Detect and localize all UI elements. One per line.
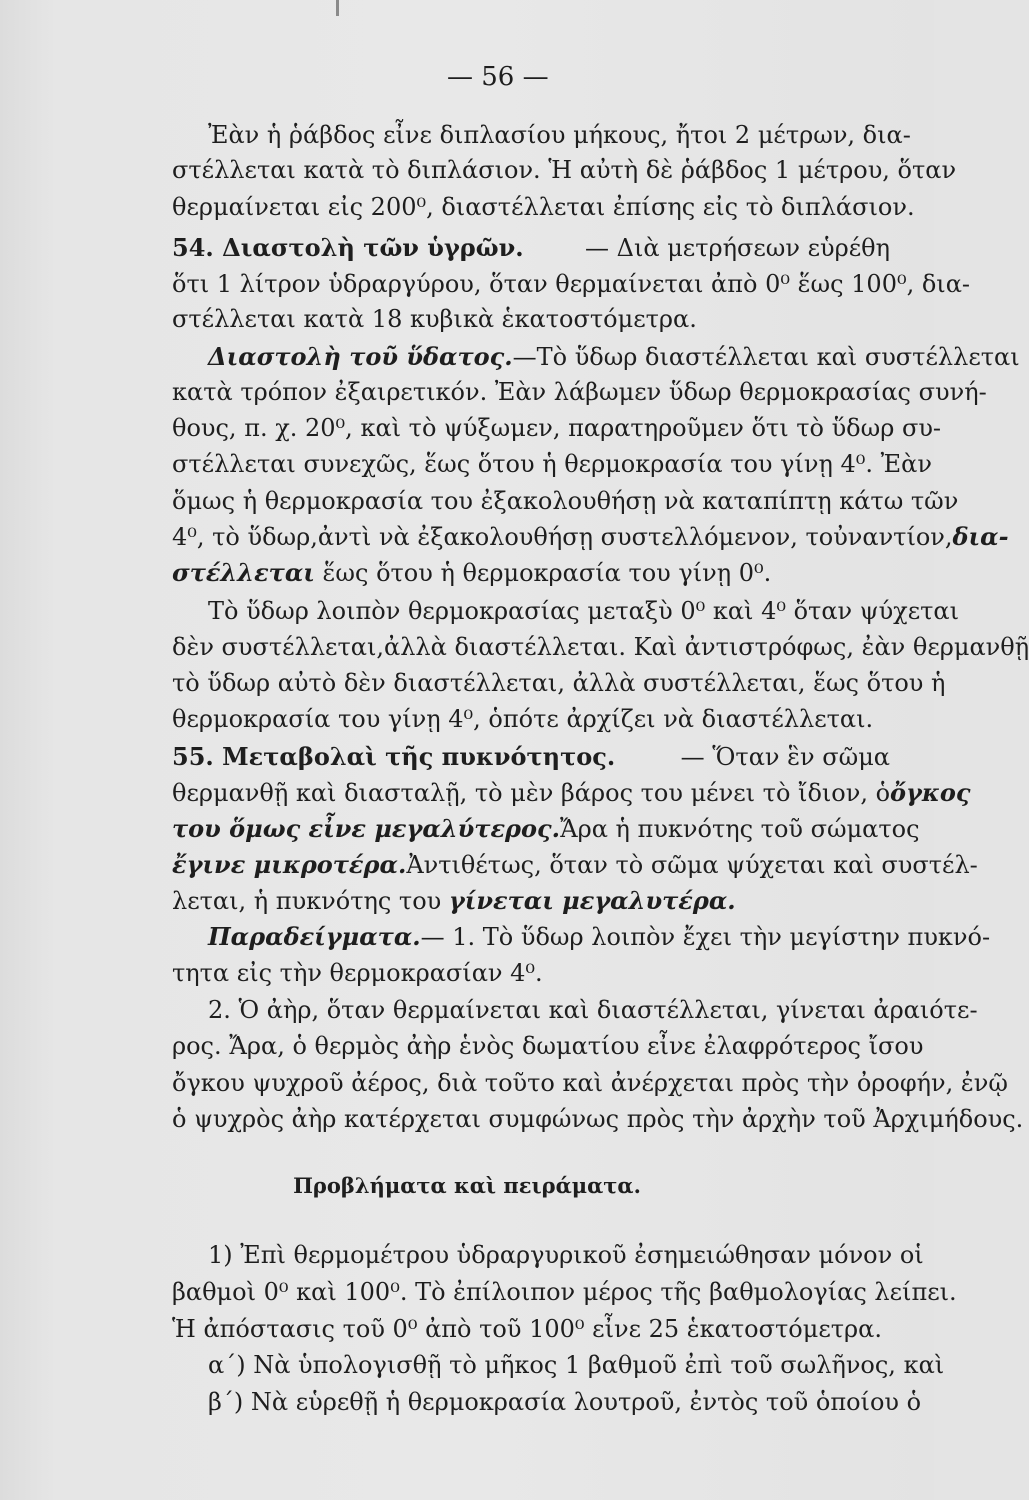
section-heading: 54. Διαστολὴ τῶν ὑγρῶν. [172, 233, 524, 262]
text-line: ὅμως ἡ θερμοκρασία του ἐξακολουθήσῃ νὰ καταπίπτῃ κάτω τῶν [172, 487, 959, 515]
text-line: θερμαίνεται εἰς 200⁰, διαστέλλεται ἐπίσης εἰς τὸ διπλάσιον. [172, 193, 915, 221]
section-55-line-3 [172, 814, 920, 844]
page-number: — 56 — [447, 62, 549, 92]
text-line: Ἡ ἀπόστασις τοῦ 0⁰ ἀπὸ τοῦ 100⁰ εἶνε 25 ἑκατοστόμετρα. [172, 1315, 882, 1343]
text-line: ὄγκου ψυχροῦ ἀέρος, διὰ τοῦτο καὶ ἀνέρχεται πρὸς τὴν ὀροφήν, ἐνῷ [172, 1069, 1008, 1097]
text-run: — Ὅταν ἓν σῶμα [680, 743, 890, 771]
text-line: α΄) Νὰ ὑπολογισθῇ τὸ μῆκος 1 βαθμοῦ ἐπὶ τοῦ σωλῆνος, καὶ [208, 1351, 945, 1379]
text-line: κατὰ τρόπον ἐξαιρετικόν. Ἐὰν λάβωμεν ὕδωρ θερμοκρασίας συνή- [172, 378, 987, 406]
text-line: βαθμοὶ 0⁰ καὶ 100⁰. Τὸ ἐπίλοιπον μέρος τῆς βαθμολογίας λείπει. [172, 1278, 957, 1306]
text-line: β΄) Νὰ εὑρεθῇ ἡ θερμοκρασία λουτροῦ, ἐντὸς τοῦ ὁποίου ὁ [208, 1388, 922, 1416]
text-line: ρος. Ἄρα, ὁ θερμὸς ἀὴρ ἑνὸς δωματίου εἶνε ἐλαφρότερος ἴσου [172, 1032, 924, 1060]
text-line: ὁ ψυχρὸς ἀὴρ κατέρχεται συμφώνως πρὸς τὴν ἀρχὴν τοῦ Ἀρχιμήδους. [172, 1105, 1024, 1133]
water-line-6 [172, 558, 771, 588]
text-line: τὸ ὕδωρ αὐτὸ δὲν διαστέλλεται, ἀλλὰ συστέλλεται, ἕως ὅτου ἡ [172, 669, 946, 697]
examples-first-line [208, 922, 991, 952]
emphasis-text: ὄγκος [890, 778, 971, 807]
text-line: 1) Ἐπὶ θερμομέτρου ὑδραργυρικοῦ ἐσημειώθησαν μόνον οἱ [208, 1241, 924, 1269]
text-line: θερμοκρασία του γίνῃ 4⁰, ὁπότε ἀρχίζει νὰ διαστέλλεται. [172, 705, 874, 733]
print-speck [336, 0, 339, 16]
text-line: στέλλεται κατὰ τὸ διπλάσιον. Ἡ αὐτὴ δὲ ῥάβδος 1 μέτρου, ὅταν [172, 156, 957, 184]
section-heading: 55. Μεταβολαὶ τῆς πυκνότητος. [172, 742, 616, 771]
text-line: δὲν συστέλλεται,ἀλλὰ διαστέλλεται. Καὶ ἀντιστρόφως, ἐὰν θερμανθῇ [172, 633, 1029, 661]
section-55-line-4 [172, 850, 978, 880]
subsection-heading: Διαστολὴ τοῦ ὕδατος. [208, 342, 513, 371]
text-line: ὅτι 1 λίτρον ὑδραργύρου, ὅταν θερμαίνεται ἀπὸ 0⁰ ἕως 100⁰, δια- [172, 270, 971, 298]
text-run: Ἀντιθέτως, ὅταν τὸ σῶμα ψύχεται καὶ συστέλ- [406, 851, 978, 879]
text-line: στέλλεται κατὰ 18 κυβικὰ ἑκατοστόμετρα. [172, 305, 697, 333]
emphasis-text: στέλλεται [172, 558, 315, 587]
section-55-line-2 [172, 778, 971, 808]
text-line: στέλλεται συνεχῶς, ἕως ὅτου ἡ θερμοκρασία του γίνῃ 4⁰. Ἐὰν [172, 450, 932, 478]
text-line: θους, π. χ. 20⁰, καὶ τὸ ψύξωμεν, παρατηροῦμεν ὅτι τὸ ὕδωρ συ- [172, 414, 942, 442]
text-run: 4⁰, τὸ ὕδωρ,ἀντὶ νὰ ἐξακολουθήσῃ συστελλόμενον, τοὐναντίον, [172, 523, 953, 551]
emphasis-text: του ὅμως εἶνε μεγαλύτερος. [172, 814, 560, 843]
section-55-first-line [172, 742, 890, 772]
text-run: Ἄρα ἡ πυκνότης τοῦ σώματος [559, 815, 920, 843]
water-line-5 [172, 522, 1009, 552]
section-55-line-5 [172, 886, 736, 916]
water-first-line [208, 342, 1020, 372]
problems-title: Προβλήματα καὶ πειράματα. [293, 1173, 641, 1198]
text-run: λεται, ἡ πυκνότης του [172, 887, 449, 915]
text-run: —Τὸ ὕδωρ διαστέλλεται καὶ συστέλλεται [512, 343, 1020, 371]
subsection-heading: Παραδείγματα. [208, 922, 421, 951]
text-run: — 1. Τὸ ὕδωρ λοιπὸν ἔχει τὴν μεγίστην πυκνό- [420, 923, 991, 951]
text-run: ἕως ὅτου ἡ θερμοκρασία του γίνῃ 0⁰. [314, 559, 772, 587]
text-line: τητα εἰς τὴν θερμοκρασίαν 4⁰. [172, 959, 543, 987]
text-line: Ἐὰν ἡ ῥάβδος εἶνε διπλασίου μήκους, ἤτοι 2 μέτρων, δια- [208, 121, 911, 149]
emphasis-text: ἔγινε μικροτέρα. [172, 850, 407, 879]
emphasis-text: δια- [952, 522, 1009, 551]
text-run: θερμανθῇ καὶ διασταλῇ, τὸ μὲν βάρος του μένει τὸ ἴδιον, ὁ [172, 779, 891, 807]
text-line: 2. Ὁ ἀὴρ, ὅταν θερμαίνεται καὶ διαστέλλεται, γίνεται ἀραιότε- [208, 996, 978, 1024]
text-run: — Διὰ μετρήσεων εὑρέθη [584, 234, 890, 262]
emphasis-text: γίνεται μεγαλυτέρα. [448, 886, 736, 915]
text-line: Τὸ ὕδωρ λοιπὸν θερμοκρασίας μεταξὺ 0⁰ καὶ 4⁰ ὅταν ψύχεται [208, 597, 960, 625]
section-54-first-line [172, 233, 890, 263]
